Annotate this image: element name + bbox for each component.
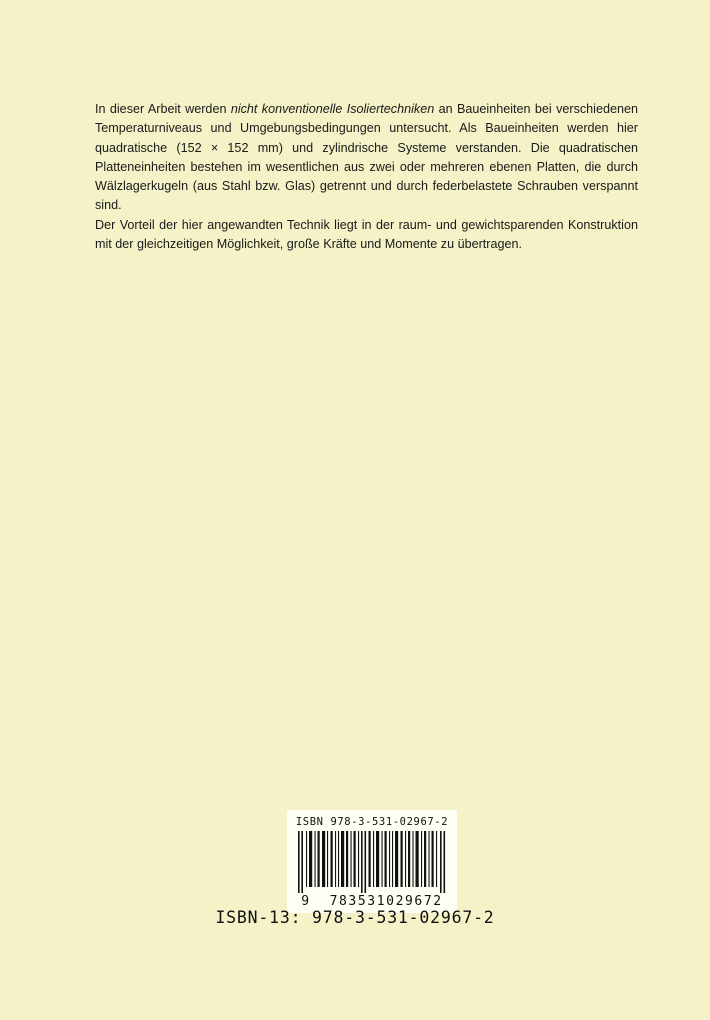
barcode-card bbox=[287, 810, 457, 913]
barcode-bars-icon bbox=[295, 831, 449, 893]
blurb-p1-emphasis: nicht konventionelle Isoliertechniken bbox=[230, 102, 435, 116]
isbn13-line: ISBN-13: 978-3-531-02967-2 bbox=[215, 908, 495, 927]
blurb-paragraph-2: Der Vorteil der hier angewandten Technik liegt in der raum- und gewichtsparenden Konstruktion mit der gleichzeitigen Möglichkeit, große Kräfte und Momente zu übertragen. bbox=[95, 217, 638, 251]
blurb-paragraph-1 bbox=[95, 100, 638, 216]
barcode-digits bbox=[295, 894, 449, 909]
blurb-p1-part1: In dieser Arbeit werden bbox=[95, 102, 231, 116]
blurb-p1-part3: ) und zylindrische Systeme verstanden. Die quadratischen Platteneinheiten bestehen im wesentlichen aus zwei oder mehreren ebenen Platten, die durch Wälzlagerkugeln (aus Stahl bzw. Glas) getrennt und durch federbelastete Schrauben verspannt sind. bbox=[95, 140, 639, 213]
barcode-digit-lead: 9 bbox=[301, 894, 311, 909]
back-cover-blurb bbox=[95, 100, 638, 254]
blurb-p1-dimension: 152 × 152 mm bbox=[180, 140, 279, 155]
barcode-digit-main: 783531029672 bbox=[329, 894, 443, 909]
barcode-isbn-label: ISBN 978-3-531-02967-2 bbox=[295, 816, 449, 828]
barcode-block bbox=[287, 810, 457, 913]
blurb-p1-part2: an Baueinheiten bei verschiedenen Temperaturniveaus und Umgebungsbedingungen untersucht. Als Baueinheiten werden hier quadratische ( bbox=[95, 102, 638, 155]
